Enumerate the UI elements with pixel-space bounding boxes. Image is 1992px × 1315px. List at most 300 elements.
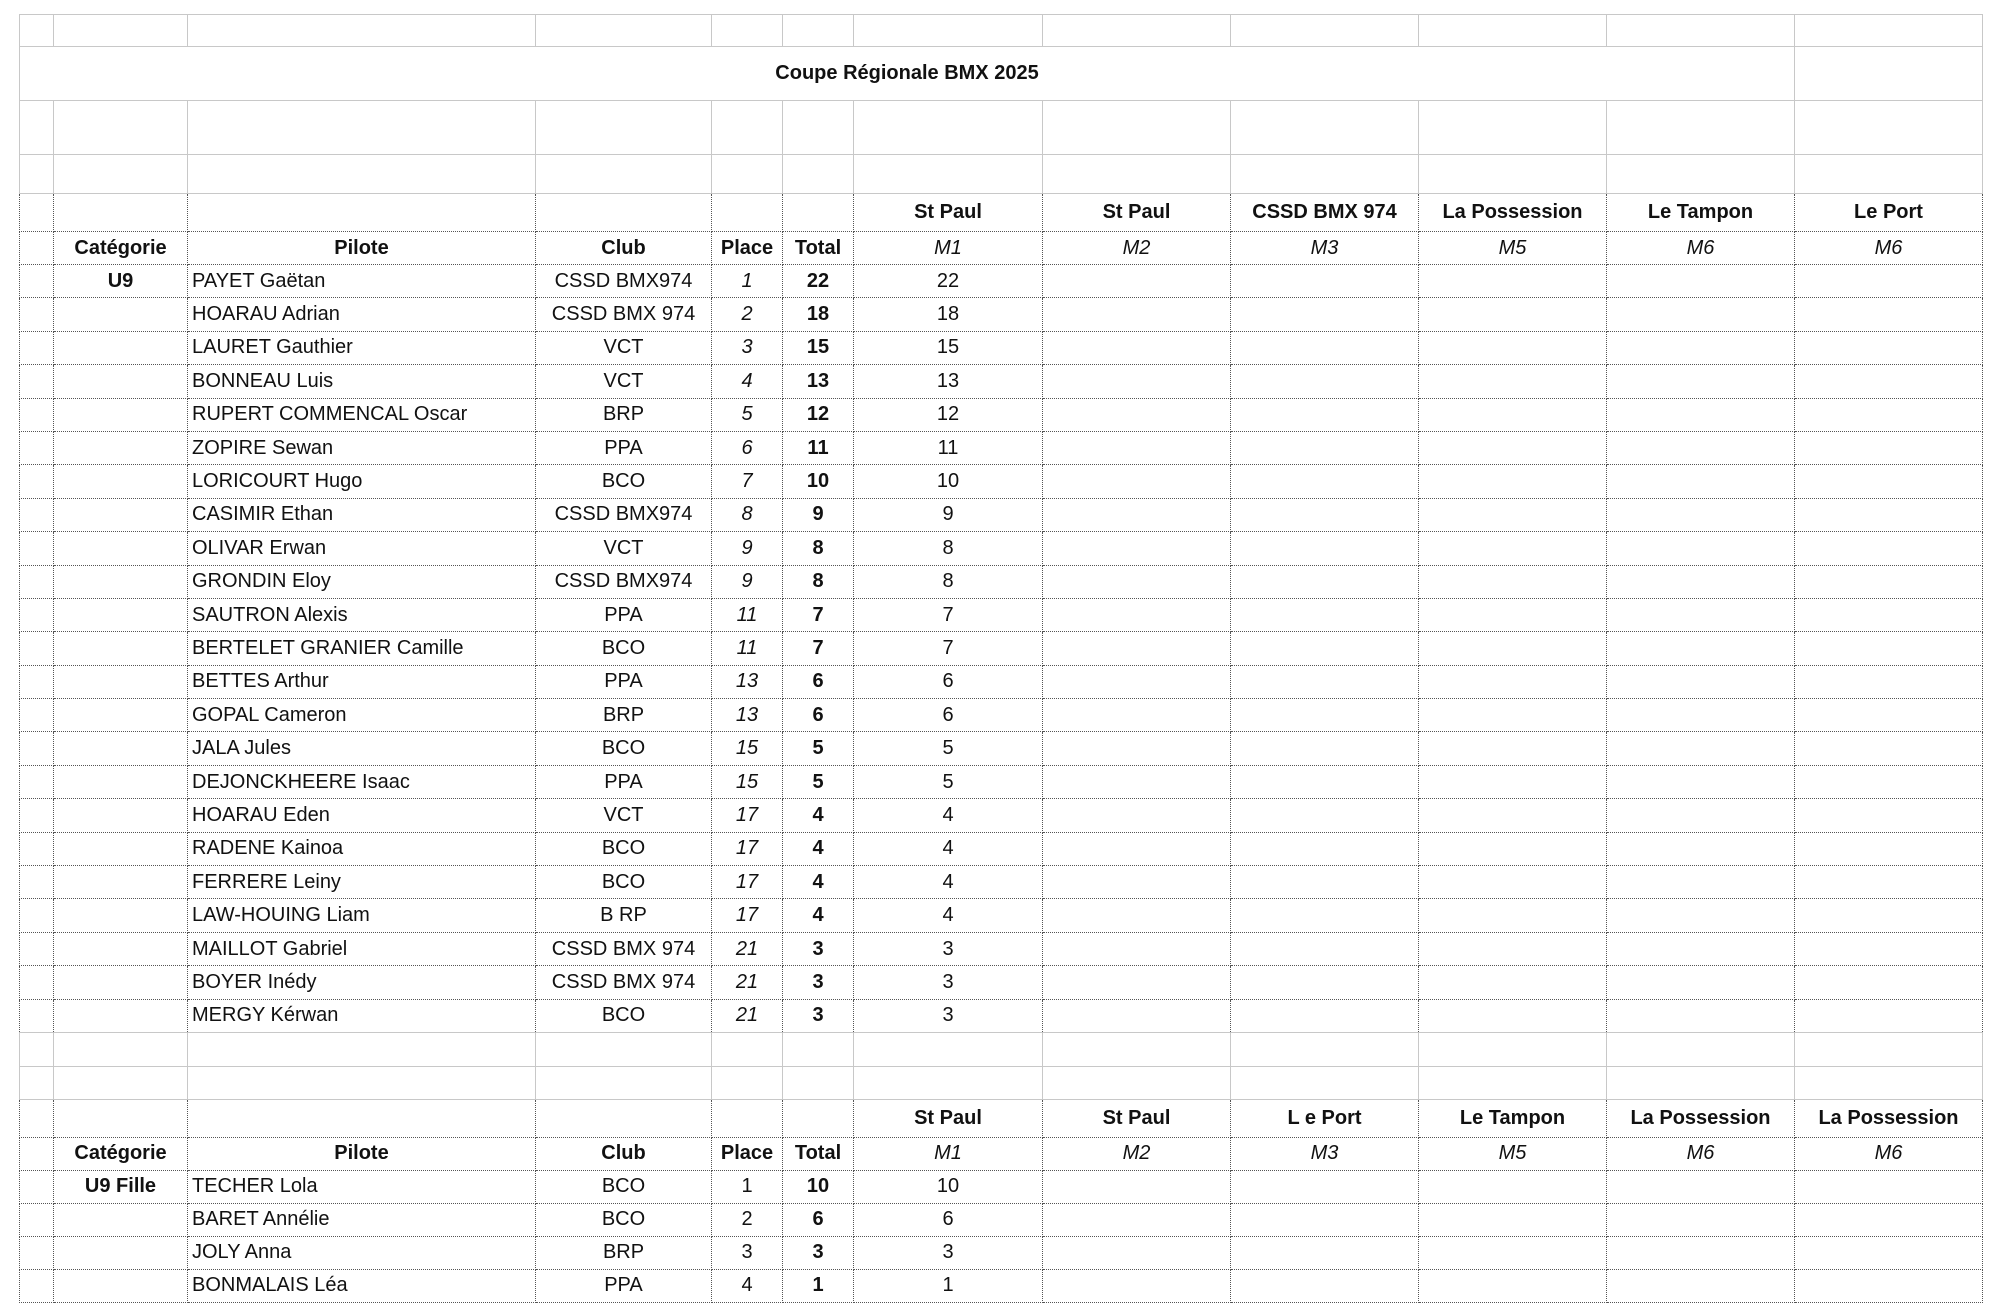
score-cell[interactable] xyxy=(1419,565,1607,598)
score-cell[interactable] xyxy=(1607,431,1795,464)
score-cell[interactable] xyxy=(1795,532,1983,565)
header-pilote[interactable]: Pilote xyxy=(188,232,536,265)
score-cell[interactable] xyxy=(1043,732,1231,765)
score-cell[interactable] xyxy=(1795,932,1983,965)
empty-cell[interactable] xyxy=(188,15,536,47)
score-cell[interactable] xyxy=(1043,1170,1231,1203)
score-cell[interactable] xyxy=(1607,632,1795,665)
total-cell[interactable]: 13 xyxy=(783,365,854,398)
category-cell[interactable] xyxy=(54,331,188,364)
club-cell[interactable]: CSSD BMX974 xyxy=(536,498,712,531)
score-cell[interactable] xyxy=(1795,1236,1983,1269)
empty-cell[interactable] xyxy=(20,799,54,832)
category-cell[interactable] xyxy=(54,665,188,698)
empty-cell[interactable] xyxy=(854,155,1043,194)
score-cell[interactable] xyxy=(1043,298,1231,331)
header-place[interactable]: Place xyxy=(712,1137,783,1170)
total-cell[interactable]: 4 xyxy=(783,866,854,899)
category-cell[interactable] xyxy=(54,598,188,631)
empty-cell[interactable] xyxy=(20,498,54,531)
total-cell[interactable]: 5 xyxy=(783,765,854,798)
pilote-cell[interactable]: HOARAU Adrian xyxy=(188,298,536,331)
club-cell[interactable]: BCO xyxy=(536,1203,712,1236)
m1-cell[interactable]: 12 xyxy=(854,398,1043,431)
empty-cell[interactable] xyxy=(712,15,783,47)
venue-header[interactable]: La Possession xyxy=(1607,1099,1795,1137)
empty-cell[interactable] xyxy=(712,1066,783,1099)
m1-cell[interactable]: 8 xyxy=(854,565,1043,598)
venue-header[interactable]: St Paul xyxy=(854,1099,1043,1137)
score-cell[interactable] xyxy=(1043,765,1231,798)
score-cell[interactable] xyxy=(1795,899,1983,932)
place-cell[interactable]: 4 xyxy=(712,365,783,398)
total-cell[interactable]: 3 xyxy=(783,932,854,965)
empty-cell[interactable] xyxy=(20,232,54,265)
empty-cell[interactable] xyxy=(1795,47,1983,101)
score-cell[interactable] xyxy=(1043,1203,1231,1236)
place-cell[interactable]: 3 xyxy=(712,331,783,364)
empty-cell[interactable] xyxy=(20,398,54,431)
empty-cell[interactable] xyxy=(20,765,54,798)
pilote-cell[interactable]: BOYER Inédy xyxy=(188,966,536,999)
header-categorie[interactable]: Catégorie xyxy=(54,232,188,265)
score-cell[interactable] xyxy=(1231,398,1419,431)
empty-cell[interactable] xyxy=(1419,101,1607,155)
total-cell[interactable]: 18 xyxy=(783,298,854,331)
score-cell[interactable] xyxy=(1419,799,1607,832)
place-cell[interactable]: 15 xyxy=(712,765,783,798)
empty-cell[interactable] xyxy=(20,331,54,364)
total-cell[interactable]: 10 xyxy=(783,465,854,498)
place-cell[interactable]: 13 xyxy=(712,699,783,732)
score-cell[interactable] xyxy=(1043,465,1231,498)
total-cell[interactable]: 1 xyxy=(783,1269,854,1302)
m1-cell[interactable]: 15 xyxy=(854,331,1043,364)
empty-cell[interactable] xyxy=(188,194,536,232)
category-cell[interactable] xyxy=(54,799,188,832)
pilote-cell[interactable]: PAYET Gaëtan xyxy=(188,265,536,298)
empty-cell[interactable] xyxy=(536,155,712,194)
club-cell[interactable]: BCO xyxy=(536,732,712,765)
m1-cell[interactable]: 6 xyxy=(854,665,1043,698)
score-cell[interactable] xyxy=(1043,565,1231,598)
category-cell[interactable] xyxy=(54,398,188,431)
pilote-cell[interactable]: MAILLOT Gabriel xyxy=(188,932,536,965)
club-cell[interactable]: VCT xyxy=(536,365,712,398)
venue-header[interactable]: St Paul xyxy=(1043,1099,1231,1137)
empty-cell[interactable] xyxy=(20,1099,54,1137)
empty-cell[interactable] xyxy=(20,1137,54,1170)
score-cell[interactable] xyxy=(1607,765,1795,798)
empty-cell[interactable] xyxy=(1231,101,1419,155)
empty-cell[interactable] xyxy=(54,1099,188,1137)
score-cell[interactable] xyxy=(1043,1269,1231,1302)
place-cell[interactable]: 5 xyxy=(712,398,783,431)
m1-cell[interactable]: 4 xyxy=(854,832,1043,865)
category-cell[interactable] xyxy=(54,765,188,798)
place-cell[interactable]: 21 xyxy=(712,966,783,999)
empty-cell[interactable] xyxy=(20,365,54,398)
empty-cell[interactable] xyxy=(712,1099,783,1137)
empty-cell[interactable] xyxy=(20,699,54,732)
score-cell[interactable] xyxy=(1607,265,1795,298)
place-cell[interactable]: 11 xyxy=(712,632,783,665)
m1-cell[interactable]: 3 xyxy=(854,999,1043,1032)
score-cell[interactable] xyxy=(1795,665,1983,698)
empty-cell[interactable] xyxy=(1795,101,1983,155)
empty-cell[interactable] xyxy=(783,194,854,232)
pilote-cell[interactable]: BONNEAU Luis xyxy=(188,365,536,398)
club-cell[interactable]: BRP xyxy=(536,699,712,732)
empty-cell[interactable] xyxy=(54,101,188,155)
club-cell[interactable]: PPA xyxy=(536,665,712,698)
score-cell[interactable] xyxy=(1795,498,1983,531)
club-cell[interactable]: VCT xyxy=(536,532,712,565)
empty-cell[interactable] xyxy=(54,15,188,47)
score-cell[interactable] xyxy=(1607,966,1795,999)
club-cell[interactable]: PPA xyxy=(536,598,712,631)
club-cell[interactable]: BRP xyxy=(536,398,712,431)
score-cell[interactable] xyxy=(1043,365,1231,398)
place-cell[interactable]: 2 xyxy=(712,298,783,331)
empty-cell[interactable] xyxy=(783,155,854,194)
empty-cell[interactable] xyxy=(1043,101,1231,155)
score-cell[interactable] xyxy=(1795,298,1983,331)
empty-cell[interactable] xyxy=(783,101,854,155)
score-cell[interactable] xyxy=(1795,331,1983,364)
header-manche[interactable]: M1 xyxy=(854,1137,1043,1170)
score-cell[interactable] xyxy=(1795,598,1983,631)
empty-cell[interactable] xyxy=(1607,1032,1795,1066)
category-cell[interactable] xyxy=(54,632,188,665)
header-club[interactable]: Club xyxy=(536,232,712,265)
total-cell[interactable]: 8 xyxy=(783,532,854,565)
score-cell[interactable] xyxy=(1795,265,1983,298)
club-cell[interactable]: PPA xyxy=(536,431,712,464)
score-cell[interactable] xyxy=(1043,431,1231,464)
empty-cell[interactable] xyxy=(20,1269,54,1302)
empty-cell[interactable] xyxy=(20,1032,54,1066)
score-cell[interactable] xyxy=(1419,899,1607,932)
total-cell[interactable]: 6 xyxy=(783,699,854,732)
place-cell[interactable]: 21 xyxy=(712,999,783,1032)
venue-header[interactable]: Le Port xyxy=(1795,194,1983,232)
empty-cell[interactable] xyxy=(1607,101,1795,155)
empty-cell[interactable] xyxy=(20,665,54,698)
score-cell[interactable] xyxy=(1043,331,1231,364)
place-cell[interactable]: 11 xyxy=(712,598,783,631)
header-manche[interactable]: M1 xyxy=(854,232,1043,265)
category-cell[interactable] xyxy=(54,866,188,899)
score-cell[interactable] xyxy=(1043,866,1231,899)
empty-cell[interactable] xyxy=(536,15,712,47)
score-cell[interactable] xyxy=(1419,365,1607,398)
pilote-cell[interactable]: OLIVAR Erwan xyxy=(188,532,536,565)
score-cell[interactable] xyxy=(1607,799,1795,832)
empty-cell[interactable] xyxy=(20,565,54,598)
empty-cell[interactable] xyxy=(854,15,1043,47)
pilote-cell[interactable]: FERRERE Leiny xyxy=(188,866,536,899)
score-cell[interactable] xyxy=(1607,665,1795,698)
category-cell[interactable] xyxy=(54,365,188,398)
empty-cell[interactable] xyxy=(54,155,188,194)
club-cell[interactable]: VCT xyxy=(536,331,712,364)
score-cell[interactable] xyxy=(1043,532,1231,565)
empty-cell[interactable] xyxy=(536,1066,712,1099)
empty-cell[interactable] xyxy=(1607,1066,1795,1099)
score-cell[interactable] xyxy=(1795,431,1983,464)
header-club[interactable]: Club xyxy=(536,1137,712,1170)
score-cell[interactable] xyxy=(1231,565,1419,598)
category-cell[interactable] xyxy=(54,732,188,765)
score-cell[interactable] xyxy=(1043,799,1231,832)
empty-cell[interactable] xyxy=(20,598,54,631)
empty-cell[interactable] xyxy=(712,101,783,155)
empty-cell[interactable] xyxy=(536,1099,712,1137)
venue-header[interactable]: St Paul xyxy=(854,194,1043,232)
empty-cell[interactable] xyxy=(1607,15,1795,47)
score-cell[interactable] xyxy=(1795,1170,1983,1203)
place-cell[interactable]: 1 xyxy=(712,265,783,298)
pilote-cell[interactable]: HOARAU Eden xyxy=(188,799,536,832)
m1-cell[interactable]: 3 xyxy=(854,966,1043,999)
place-cell[interactable]: 17 xyxy=(712,866,783,899)
venue-header[interactable]: St Paul xyxy=(1043,194,1231,232)
score-cell[interactable] xyxy=(1231,265,1419,298)
empty-cell[interactable] xyxy=(1419,15,1607,47)
club-cell[interactable]: PPA xyxy=(536,1269,712,1302)
page-title[interactable]: Coupe Régionale BMX 2025 xyxy=(20,47,1795,101)
total-cell[interactable]: 6 xyxy=(783,1203,854,1236)
club-cell[interactable]: BCO xyxy=(536,1170,712,1203)
place-cell[interactable]: 6 xyxy=(712,431,783,464)
header-manche[interactable]: M3 xyxy=(1231,1137,1419,1170)
empty-cell[interactable] xyxy=(1795,1032,1983,1066)
club-cell[interactable]: BCO xyxy=(536,632,712,665)
category-cell[interactable] xyxy=(54,999,188,1032)
category-cell[interactable] xyxy=(54,966,188,999)
empty-cell[interactable] xyxy=(20,966,54,999)
score-cell[interactable] xyxy=(1419,866,1607,899)
place-cell[interactable]: 4 xyxy=(712,1269,783,1302)
club-cell[interactable]: CSSD BMX974 xyxy=(536,565,712,598)
score-cell[interactable] xyxy=(1231,899,1419,932)
score-cell[interactable] xyxy=(1043,598,1231,631)
empty-cell[interactable] xyxy=(20,866,54,899)
pilote-cell[interactable]: BARET Annélie xyxy=(188,1203,536,1236)
club-cell[interactable]: CSSD BMX 974 xyxy=(536,298,712,331)
empty-cell[interactable] xyxy=(712,1032,783,1066)
score-cell[interactable] xyxy=(1231,765,1419,798)
empty-cell[interactable] xyxy=(783,15,854,47)
venue-header[interactable]: L e Port xyxy=(1231,1099,1419,1137)
place-cell[interactable]: 1 xyxy=(712,1170,783,1203)
total-cell[interactable]: 22 xyxy=(783,265,854,298)
total-cell[interactable]: 7 xyxy=(783,598,854,631)
empty-cell[interactable] xyxy=(54,1032,188,1066)
category-cell[interactable] xyxy=(54,465,188,498)
category-cell[interactable] xyxy=(54,532,188,565)
venue-header[interactable]: CSSD BMX 974 xyxy=(1231,194,1419,232)
empty-cell[interactable] xyxy=(1795,15,1983,47)
header-manche[interactable]: M3 xyxy=(1231,232,1419,265)
score-cell[interactable] xyxy=(1231,365,1419,398)
score-cell[interactable] xyxy=(1607,331,1795,364)
category-cell[interactable] xyxy=(54,1203,188,1236)
total-cell[interactable]: 15 xyxy=(783,331,854,364)
empty-cell[interactable] xyxy=(20,999,54,1032)
score-cell[interactable] xyxy=(1607,1269,1795,1302)
score-cell[interactable] xyxy=(1043,699,1231,732)
score-cell[interactable] xyxy=(1419,632,1607,665)
m1-cell[interactable]: 3 xyxy=(854,932,1043,965)
club-cell[interactable]: CSSD BMX974 xyxy=(536,265,712,298)
empty-cell[interactable] xyxy=(854,1032,1043,1066)
venue-header[interactable]: Le Tampon xyxy=(1607,194,1795,232)
header-manche[interactable]: M6 xyxy=(1795,232,1983,265)
place-cell[interactable]: 8 xyxy=(712,498,783,531)
place-cell[interactable]: 17 xyxy=(712,832,783,865)
score-cell[interactable] xyxy=(1795,1269,1983,1302)
score-cell[interactable] xyxy=(1231,866,1419,899)
category-cell[interactable] xyxy=(54,832,188,865)
header-total[interactable]: Total xyxy=(783,232,854,265)
score-cell[interactable] xyxy=(1795,699,1983,732)
empty-cell[interactable] xyxy=(1043,15,1231,47)
header-manche[interactable]: M5 xyxy=(1419,1137,1607,1170)
header-place[interactable]: Place xyxy=(712,232,783,265)
category-cell[interactable] xyxy=(54,899,188,932)
pilote-cell[interactable]: JOLY Anna xyxy=(188,1236,536,1269)
score-cell[interactable] xyxy=(1419,1170,1607,1203)
total-cell[interactable]: 6 xyxy=(783,665,854,698)
club-cell[interactable]: BCO xyxy=(536,866,712,899)
score-cell[interactable] xyxy=(1795,565,1983,598)
total-cell[interactable]: 10 xyxy=(783,1170,854,1203)
score-cell[interactable] xyxy=(1231,598,1419,631)
score-cell[interactable] xyxy=(1419,999,1607,1032)
venue-header[interactable]: Le Tampon xyxy=(1419,1099,1607,1137)
empty-cell[interactable] xyxy=(712,194,783,232)
score-cell[interactable] xyxy=(1419,431,1607,464)
club-cell[interactable]: BCO xyxy=(536,832,712,865)
empty-cell[interactable] xyxy=(1231,15,1419,47)
empty-cell[interactable] xyxy=(783,1032,854,1066)
header-manche[interactable]: M2 xyxy=(1043,232,1231,265)
score-cell[interactable] xyxy=(1043,999,1231,1032)
category-cell[interactable] xyxy=(54,699,188,732)
club-cell[interactable]: BRP xyxy=(536,1236,712,1269)
empty-cell[interactable] xyxy=(20,632,54,665)
empty-cell[interactable] xyxy=(20,532,54,565)
empty-cell[interactable] xyxy=(712,155,783,194)
empty-cell[interactable] xyxy=(188,1032,536,1066)
score-cell[interactable] xyxy=(1043,265,1231,298)
category-cell[interactable] xyxy=(54,498,188,531)
empty-cell[interactable] xyxy=(1419,1066,1607,1099)
m1-cell[interactable]: 6 xyxy=(854,699,1043,732)
score-cell[interactable] xyxy=(1607,598,1795,631)
m1-cell[interactable]: 7 xyxy=(854,632,1043,665)
pilote-cell[interactable]: BONMALAIS Léa xyxy=(188,1269,536,1302)
total-cell[interactable]: 7 xyxy=(783,632,854,665)
empty-cell[interactable] xyxy=(20,1236,54,1269)
total-cell[interactable]: 11 xyxy=(783,431,854,464)
pilote-cell[interactable]: LAURET Gauthier xyxy=(188,331,536,364)
empty-cell[interactable] xyxy=(783,1066,854,1099)
score-cell[interactable] xyxy=(1231,532,1419,565)
score-cell[interactable] xyxy=(1419,765,1607,798)
m1-cell[interactable]: 5 xyxy=(854,765,1043,798)
empty-cell[interactable] xyxy=(20,1170,54,1203)
score-cell[interactable] xyxy=(1231,1236,1419,1269)
empty-cell[interactable] xyxy=(20,1066,54,1099)
m1-cell[interactable]: 6 xyxy=(854,1203,1043,1236)
total-cell[interactable]: 9 xyxy=(783,498,854,531)
pilote-cell[interactable]: DEJONCKHEERE Isaac xyxy=(188,765,536,798)
total-cell[interactable]: 4 xyxy=(783,899,854,932)
pilote-cell[interactable]: RUPERT COMMENCAL Oscar xyxy=(188,398,536,431)
score-cell[interactable] xyxy=(1419,598,1607,631)
pilote-cell[interactable]: CASIMIR Ethan xyxy=(188,498,536,531)
m1-cell[interactable]: 3 xyxy=(854,1236,1043,1269)
empty-cell[interactable] xyxy=(536,1032,712,1066)
m1-cell[interactable]: 22 xyxy=(854,265,1043,298)
score-cell[interactable] xyxy=(1231,498,1419,531)
score-cell[interactable] xyxy=(1043,966,1231,999)
score-cell[interactable] xyxy=(1231,699,1419,732)
score-cell[interactable] xyxy=(1419,298,1607,331)
score-cell[interactable] xyxy=(1419,532,1607,565)
score-cell[interactable] xyxy=(1231,999,1419,1032)
score-cell[interactable] xyxy=(1607,932,1795,965)
empty-cell[interactable] xyxy=(1419,155,1607,194)
m1-cell[interactable]: 7 xyxy=(854,598,1043,631)
header-manche[interactable]: M6 xyxy=(1607,1137,1795,1170)
empty-cell[interactable] xyxy=(20,298,54,331)
empty-cell[interactable] xyxy=(783,1099,854,1137)
place-cell[interactable]: 13 xyxy=(712,665,783,698)
score-cell[interactable] xyxy=(1419,832,1607,865)
score-cell[interactable] xyxy=(1607,398,1795,431)
m1-cell[interactable]: 10 xyxy=(854,1170,1043,1203)
empty-cell[interactable] xyxy=(20,155,54,194)
total-cell[interactable]: 8 xyxy=(783,565,854,598)
category-cell[interactable]: U9 Fille xyxy=(54,1170,188,1203)
score-cell[interactable] xyxy=(1795,999,1983,1032)
score-cell[interactable] xyxy=(1231,832,1419,865)
score-cell[interactable] xyxy=(1043,899,1231,932)
score-cell[interactable] xyxy=(1607,899,1795,932)
total-cell[interactable]: 3 xyxy=(783,966,854,999)
empty-cell[interactable] xyxy=(54,194,188,232)
pilote-cell[interactable]: ZOPIRE Sewan xyxy=(188,431,536,464)
score-cell[interactable] xyxy=(1607,732,1795,765)
score-cell[interactable] xyxy=(1419,665,1607,698)
score-cell[interactable] xyxy=(1795,732,1983,765)
empty-cell[interactable] xyxy=(188,1099,536,1137)
header-pilote[interactable]: Pilote xyxy=(188,1137,536,1170)
score-cell[interactable] xyxy=(1419,265,1607,298)
m1-cell[interactable]: 18 xyxy=(854,298,1043,331)
pilote-cell[interactable]: TECHER Lola xyxy=(188,1170,536,1203)
category-cell[interactable] xyxy=(54,431,188,464)
category-cell[interactable] xyxy=(54,565,188,598)
club-cell[interactable]: CSSD BMX 974 xyxy=(536,966,712,999)
score-cell[interactable] xyxy=(1043,932,1231,965)
empty-cell[interactable] xyxy=(854,101,1043,155)
score-cell[interactable] xyxy=(1607,465,1795,498)
